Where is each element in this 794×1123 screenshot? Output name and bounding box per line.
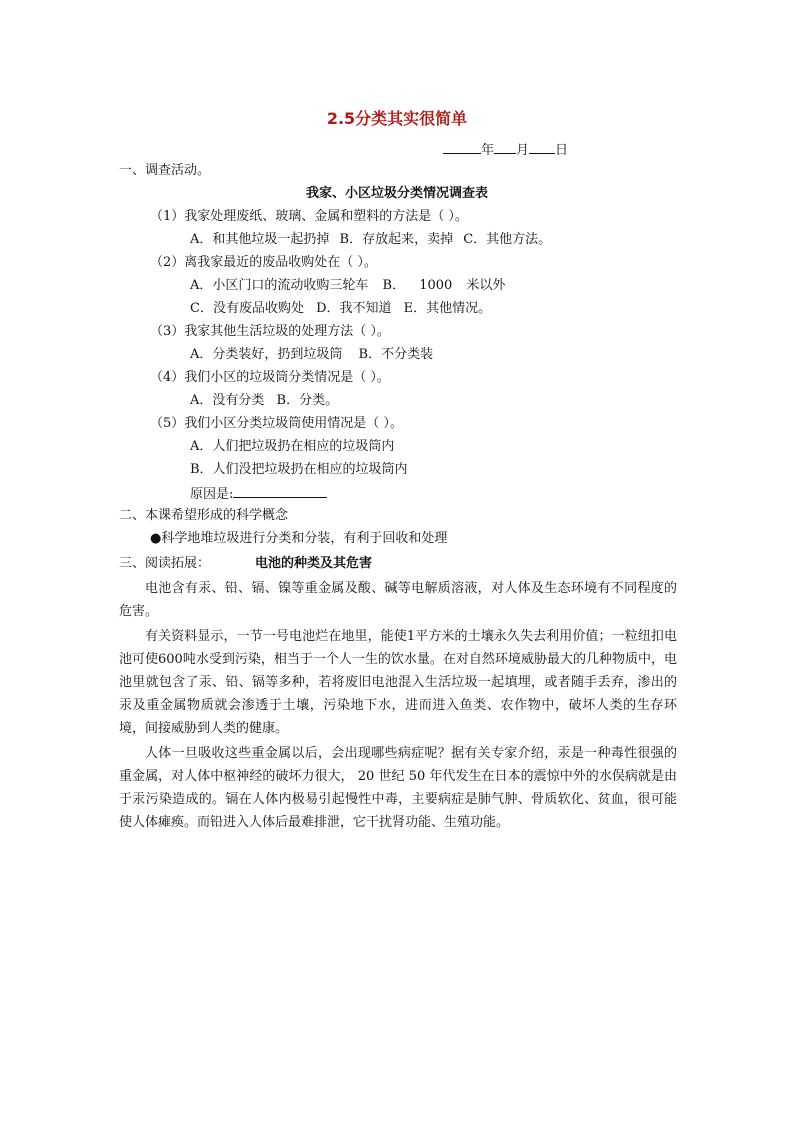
- page-title: 2.5分类其实很简单: [326, 109, 468, 128]
- section3-heading: 三、阅读拓展：: [119, 556, 211, 571]
- survey-table-title: 我家、小区垃圾分类情况调查表: [305, 186, 488, 201]
- reason-line: [190, 484, 327, 504]
- science-concept: ●科学地堆垃圾进行分类和分装，有利于回收和处理: [150, 531, 448, 546]
- question-5-option-b: B．人们没把垃圾扔在相应的垃圾筒内: [190, 462, 408, 477]
- reading-subtitle: 电池的种类及其危害: [255, 556, 373, 571]
- question-3: （3）我家其他生活垃圾的处理方法（ ）。: [150, 324, 390, 339]
- day-label: 日: [555, 143, 569, 158]
- day-blank[interactable]: [529, 140, 555, 154]
- date-line: [443, 140, 568, 160]
- reading-paragraph-2: 有关资料显示，一节一号电池烂在地里，能使1平方米的土壤永久失去利用价值；一粒纽扣电池可使600吨水受到污染，相当于一个人一生的饮水量。在对自然环境威胁最大的几种物质中，电池里就包含了汞、铅、镉等多种，若将废旧电池混入生活垃圾一起填埋，或者随手丢弃，渗出的汞及重金属物质就会渗透于土壤，污染地下水，进而进入鱼类、农作物中，破坏人类的生存环境，间接威胁到人类的健康。: [119, 629, 677, 736]
- reading-paragraph-1: 电池含有汞、铅、镉、镍等重金属及酸、碱等电解质溶液，对人体及生态环境有不同程度的危害。: [119, 581, 677, 619]
- question-5: （5）我们小区分类垃圾筒使用情况是（ ）。: [150, 416, 403, 431]
- question-2-options-line1: A．小区门口的流动收购三轮车 B． 1000 米以外: [190, 278, 506, 293]
- question-5-option-a: A．人们把垃圾扔在相应的垃圾筒内: [190, 439, 395, 454]
- section2-heading: 二、本课希望形成的科学概念: [119, 508, 289, 523]
- reason-label: 原因是:: [190, 487, 234, 502]
- question-1: （1）我家处理废纸、玻璃、金属和塑料的方法是（ ）。: [150, 209, 468, 224]
- question-2: （2）离我家最近的废品收购处在（ ）。: [150, 255, 377, 270]
- reason-blank[interactable]: [233, 484, 327, 498]
- question-1-options: A．和其他垃圾一起扔掉 B．存放起来，卖掉 C．其他方法。: [190, 232, 552, 247]
- year-blank[interactable]: [443, 140, 481, 154]
- month-blank[interactable]: [494, 140, 516, 154]
- question-4-options: A．没有分类 B．分类。: [190, 393, 339, 408]
- reading-paragraph-3: 人体一旦吸收这些重金属以后，会出现哪些病症呢？据有关专家介绍，汞是一种毒性很强的重金属，对人体中枢神经的破坏力很大， 20 世纪 50 年代发生在日本的震惊中外的水俣病就是由于汞污染造成的。镉在人体内极易引起慢性中毒，主要病症是肺气肿、骨质软化、贫血，很可能使人体瘫痪。而铅进入人体后最难排泄，它干扰肾功能、生殖功能。: [119, 746, 677, 830]
- question-3-options: A．分类装好，扔到垃圾筒 B．不分类装: [190, 347, 434, 362]
- month-label: 月: [516, 143, 530, 158]
- section1-heading: 一、调查活动。: [119, 163, 211, 178]
- question-2-options-line2: C．没有废品收购处 D．我不知道 E．其他情况。: [190, 301, 492, 316]
- year-label: 年: [481, 143, 495, 158]
- question-4: （4）我们小区的垃圾筒分类情况是（ ）。: [150, 370, 390, 385]
